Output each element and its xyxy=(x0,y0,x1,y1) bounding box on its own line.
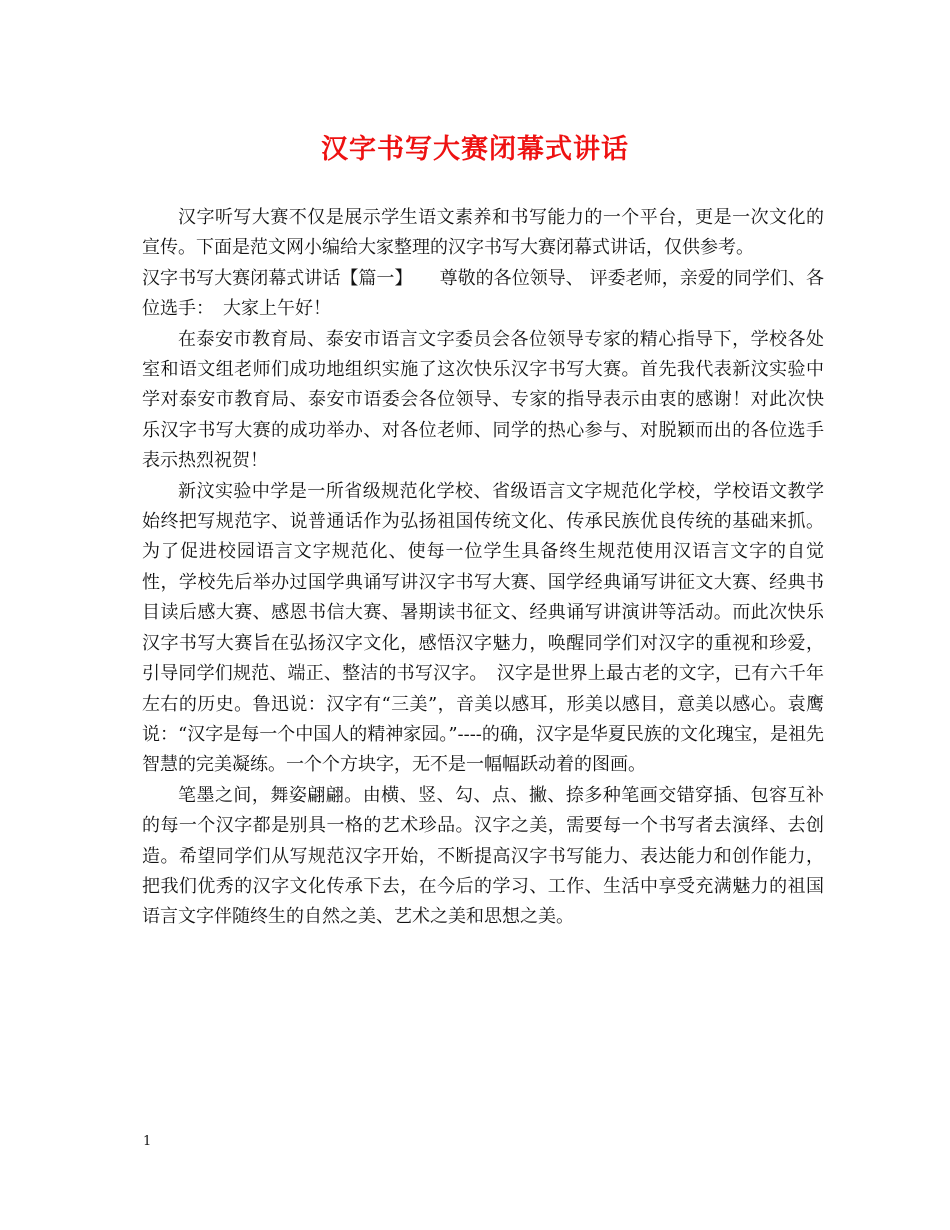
document-title: 汉字书写大赛闭幕式讲话 xyxy=(321,134,629,165)
body-paragraph-4: 新汶实验中学是一所省级规范化学校、省级语言文字规范化学校，学校语文教学始终把写规范字、说普通话作为弘扬祖国传统文化、传承民族优良传统的基础来抓。为了促进校园语言文字规范化、使每一位学生具备终生规范使用汉语言文字的自觉性，学校先后举办过国学典诵写讲汉字书写大赛、国学经典诵写讲征文大赛、经典书目读后感大赛、感恩书信大赛、暑期读书征文、经典诵写讲演讲等活动。而此次快乐汉字书写大赛旨在弘扬汉字文化，感悟汉字魅力，唤醒同学们对汉字的重视和珍爱，引导同学们规范、端正、整洁的书写汉字。 汉字是世界上最古老的文字，已有六千年左右的历史。鲁迅说：汉字有“三美”，音美以感耳，形美以感目，意美以感心。袁鹰说：“汉字是每一个中国人的精神家园。”----的确，汉字是华夏民族的文化瑰宝，是祖先智慧的完美凝练。一个个方块字，无不是一幅幅跃动着的图画。 xyxy=(142,480,824,776)
body-paragraph-3: 在泰安市教育局、泰安市语言文字委员会各位领导专家的精心指导下，学校各处室和语文组老师们成功地组织实施了这次快乐汉字书写大赛。首先我代表新汶实验中学对泰安市教育局、泰安市语委会各位领导、专家的指导表示由衷的感谢！对此次快乐汉字书写大赛的成功举办、对各位老师、同学的热心参与、对脱颖而出的各位选手表示热烈祝贺！ xyxy=(142,328,824,472)
body-paragraph-1: 汉字听写大赛不仅是展示学生语文素养和书写能力的一个平台，更是一次文化的宣传。下面是范文网小编给大家整理的汉字书写大赛闭幕式讲话，仅供参考。 xyxy=(142,207,824,259)
body-paragraph-2: 汉字书写大赛闭幕式讲话【篇一】 尊敬的各位领导、 评委老师，亲爱的同学们、各位选手： 大家上午好！ xyxy=(142,267,824,320)
body-paragraph-5: 笔墨之间，舞姿翩翩。由横、竖、勾、点、撇、捺多种笔画交错穿插、包容互补的每一个汉字都是别具一格的艺术珍品。汉字之美，需要每一个书写者去演绎、去创造。希望同学们从写规范汉字开始，不断提高汉字书写能力、表达能力和创作能力，把我们优秀的汉字文化传承下去，在今后的学习、工作、生活中享受充满魅力的祖国语言文字伴随终生的自然之美、艺术之美和思想之美。 xyxy=(142,784,824,928)
page-number: 1 xyxy=(143,1134,152,1149)
document-body xyxy=(142,203,824,933)
